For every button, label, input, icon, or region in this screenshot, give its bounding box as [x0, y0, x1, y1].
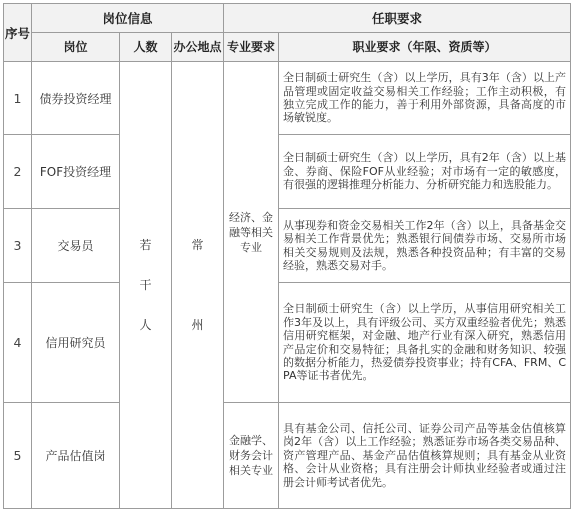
headcount-char: 人	[139, 318, 152, 332]
position-name: 债券投资经理	[32, 62, 120, 135]
location-char: 州	[191, 318, 204, 332]
location-cell	[172, 62, 224, 509]
job-requirement-text: 具有基金公司、信托公司、证券公司产品等基金估值核算岗2年（含）以上工作经验；熟悉证券市场各类交易品种、资产管理产品、基金产品估值核算规则；具有基金从业资格、会计从业资格；具有注册会计师执业经验者或通过注册会计师考试者优先。	[279, 403, 571, 509]
position-column-header: 岗位	[32, 33, 120, 62]
count-column-header: 人数	[120, 33, 172, 62]
position-name: 信用研究员	[32, 283, 120, 403]
job-requirement-text: 全日制硕士研究生（含）以上学历，具有3年（含）以上产品管理或固定收益交易相关工作经验；工作主动积极，有独立完成工作的能力，善于利用外部资源，具备高度的市场敏锐度。	[279, 62, 571, 135]
table-row	[4, 403, 571, 509]
table-row	[4, 283, 571, 403]
position-name: FOF投资经理	[32, 135, 120, 209]
position-name: 产品估值岗	[32, 403, 120, 509]
major-requirement: 金融学、财务会计相关专业	[224, 403, 279, 509]
job-requirement-text: 从事现券和资金交易相关工作2年（含）以上，具备基金交易相关工作背景优先；熟悉银行间债券市场、交易所市场相关交易规则及法规，熟悉各种投资品种；有丰富的交易经验，熟悉交易对手。	[279, 209, 571, 283]
location-char: 常	[191, 238, 204, 252]
job-requirement-text: 全日制硕士研究生（含）以上学历，具有2年（含）以上基金、券商、保险FOF从业经验；对市场有一定的敏感度，有很强的逻辑推理分析能力、分析研究能力和选股能力。	[279, 135, 571, 209]
location-column-header: 办公地点	[172, 33, 224, 62]
row-number: 1	[4, 62, 32, 135]
header-row	[4, 4, 571, 33]
recruitment-table	[3, 3, 571, 509]
table-row	[4, 62, 571, 135]
row-number: 2	[4, 135, 32, 209]
table-row	[4, 135, 571, 209]
major-column-header: 专业要求	[224, 33, 279, 62]
table-row	[4, 209, 571, 283]
headcount-cell	[120, 62, 172, 509]
subheader-row	[4, 33, 571, 62]
recruitment-table-frame	[3, 3, 570, 511]
position-info-header: 岗位信息	[32, 4, 224, 33]
row-number: 4	[4, 283, 32, 403]
row-number: 5	[4, 403, 32, 509]
row-number: 3	[4, 209, 32, 283]
seq-header: 序号	[4, 4, 32, 62]
requirements-header: 任职要求	[224, 4, 571, 33]
major-requirement: 经济、金融等相关专业	[224, 62, 279, 403]
headcount-char: 干	[139, 278, 152, 292]
position-name: 交易员	[32, 209, 120, 283]
job-requirement-text: 全日制硕士研究生（含）以上学历，从事信用研究相关工作3年及以上，具有评级公司、买方双重经验者优先；熟悉信用研究框架，对金融、地产行业有深入研究，熟悉信用产品定价和交易特征；具备扎实的金融和财务知识、较强的数据分析能力，热爱债券投资事业；持有CFA、FRM、CPA等证书者优先。	[279, 283, 571, 403]
headcount-char: 若	[139, 238, 152, 252]
job-req-column-header: 职业要求（年限、资质等）	[279, 33, 571, 62]
